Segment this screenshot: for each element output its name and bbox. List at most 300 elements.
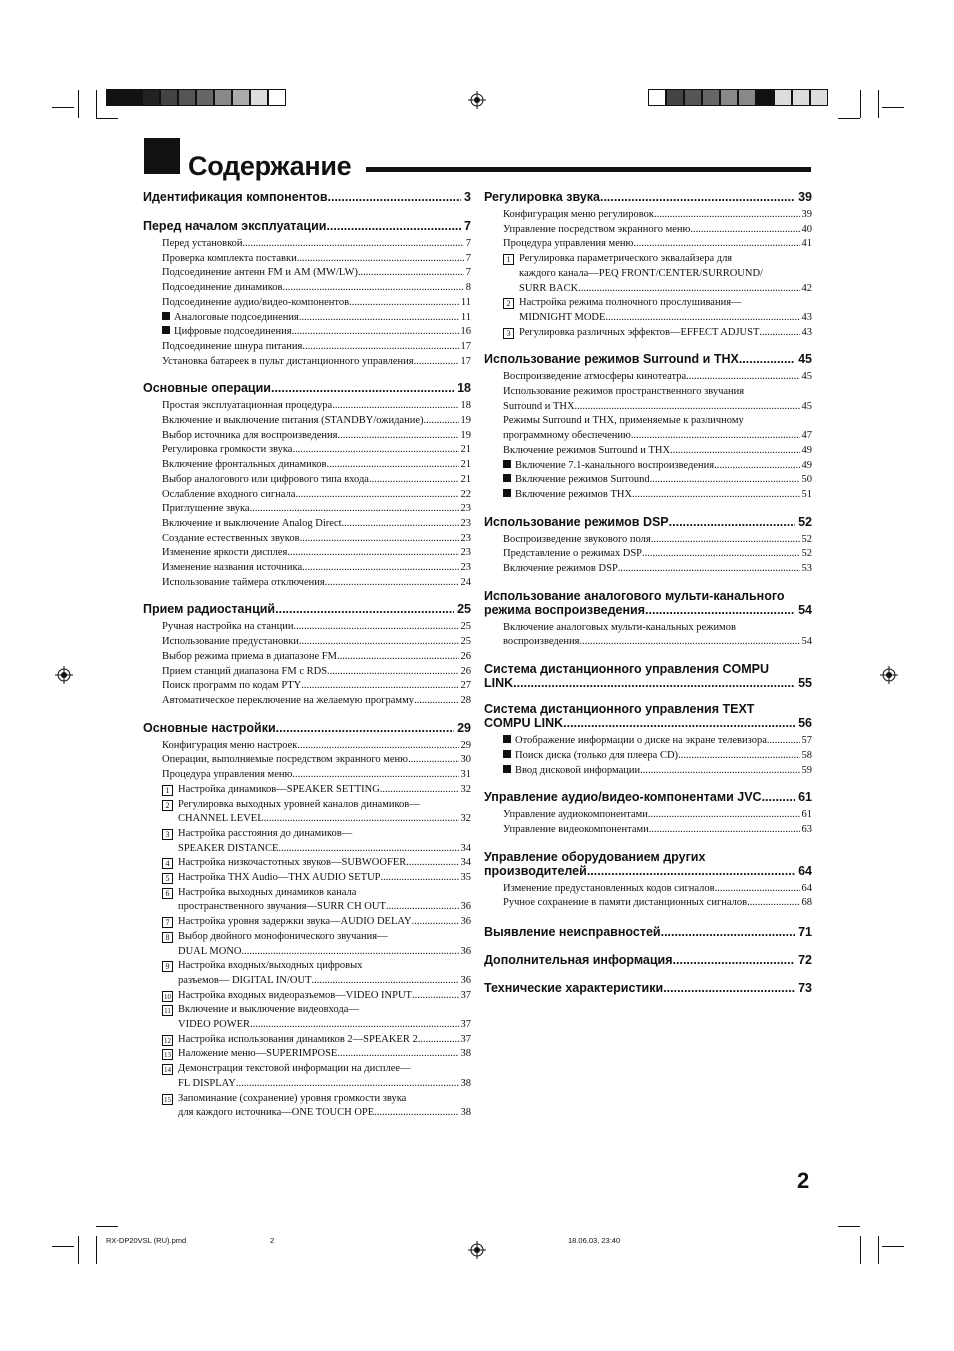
toc-section <box>143 381 471 590</box>
toc-entry-page: 38 <box>460 1077 471 1089</box>
bullet-square-icon <box>503 735 511 743</box>
toc-item-body <box>178 959 471 988</box>
toc-item-list <box>143 399 471 590</box>
toc-item[interactable] <box>162 296 471 311</box>
toc-entry-label: Конфигурация меню регулировок <box>503 209 654 220</box>
toc-item[interactable] <box>503 444 812 459</box>
toc-item[interactable] <box>162 827 471 856</box>
toc-section-title: Основные настройки <box>143 720 276 735</box>
toc-item-line: Включение и выключение видеовхода— <box>178 1004 359 1016</box>
dot-leader <box>669 515 795 529</box>
toc-numbered-item <box>162 959 471 988</box>
toc-item-line: Выбор двойного монофонического звучания— <box>178 930 388 942</box>
toc-entry-row <box>162 768 471 783</box>
toc-entry-page: 35 <box>460 872 471 884</box>
toc-item[interactable] <box>162 561 471 576</box>
dot-leader <box>690 223 799 238</box>
dot-leader <box>278 842 458 857</box>
toc-entry-text <box>178 812 264 827</box>
toc-entry-page: 49 <box>801 459 812 471</box>
toc-entry-text <box>162 635 299 650</box>
toc-entry-row <box>178 856 471 871</box>
toc-section-heading[interactable] <box>143 721 471 735</box>
toc-entry-text <box>162 340 302 355</box>
toc-item[interactable] <box>162 1092 471 1121</box>
crop-mark <box>52 1246 74 1247</box>
toc-item[interactable] <box>162 443 471 458</box>
dot-leader <box>369 473 459 488</box>
toc-item[interactable] <box>503 749 812 764</box>
toc-numbered-item <box>503 252 812 296</box>
toc-item[interactable] <box>162 930 471 959</box>
toc-section-title: Регулировка звука <box>484 190 600 204</box>
bullet-square-icon <box>503 460 511 468</box>
step-number-badge: 9 <box>162 961 173 972</box>
toc-item[interactable] <box>162 915 471 930</box>
dot-leader <box>654 208 800 223</box>
color-swatch <box>232 89 250 106</box>
toc-entry-label: MIDNIGHT MODE <box>519 311 606 323</box>
dot-leader <box>575 400 800 415</box>
toc-item[interactable] <box>162 679 471 694</box>
dot-leader <box>282 281 463 296</box>
footer-page: 2 <box>270 1236 275 1245</box>
toc-item[interactable] <box>503 208 812 223</box>
toc-entry-label: Включение 7.1-канального воспроизведения <box>515 459 715 471</box>
toc-entry-page: 40 <box>801 223 812 235</box>
bullet-square-icon <box>503 750 511 758</box>
toc-section-page: 61 <box>798 790 812 805</box>
toc-entry-row <box>178 812 471 827</box>
toc-entry-text <box>178 1047 337 1062</box>
toc-item[interactable] <box>503 621 812 650</box>
toc-section-heading[interactable] <box>143 381 471 395</box>
step-number-badge: 14 <box>164 1066 171 1075</box>
toc-item[interactable] <box>162 856 471 871</box>
toc-item[interactable] <box>162 694 471 709</box>
toc-numbered-item <box>162 1092 471 1121</box>
toc-item-line: Настройка режима полночного прослушивания— <box>519 297 742 309</box>
toc-entry-text <box>519 311 605 326</box>
toc-item[interactable] <box>503 223 812 238</box>
dot-leader <box>673 953 796 967</box>
toc-entry-page: 19 <box>460 415 471 427</box>
toc-entry-label: Прием станций диапазона FM с RDS <box>162 665 328 677</box>
toc-section-page: 3 <box>464 190 471 204</box>
toc-item[interactable] <box>503 473 812 488</box>
dot-leader <box>276 721 454 735</box>
toc-section-title: Идентификация компонентов <box>143 190 328 204</box>
toc-entry-text <box>162 517 342 532</box>
dot-leader <box>412 915 459 930</box>
toc-entry-text <box>178 974 312 989</box>
toc-entry-row <box>178 945 471 960</box>
dot-leader <box>678 749 799 764</box>
toc-entry-page: 32 <box>460 783 471 795</box>
dot-leader <box>327 458 459 473</box>
toc-item[interactable] <box>503 459 812 474</box>
toc-item[interactable] <box>162 620 471 635</box>
dot-leader <box>337 1047 458 1062</box>
color-swatch <box>738 89 756 106</box>
toc-entry-label: Процедура управления меню <box>162 769 293 781</box>
toc-section-title-line: режима воспроизведения <box>484 602 646 617</box>
toc-entry-text <box>503 370 686 385</box>
toc-item[interactable] <box>162 414 471 429</box>
bullet-square-icon <box>162 326 170 334</box>
dot-leader <box>295 488 458 503</box>
toc-item[interactable] <box>503 896 812 911</box>
dot-leader <box>374 1106 458 1121</box>
toc-section-heading[interactable] <box>484 953 812 967</box>
toc-entry-page: 23 <box>460 562 471 574</box>
toc-section-heading[interactable] <box>484 925 812 939</box>
toc-entry-page: 7 <box>465 238 471 249</box>
toc-item-list <box>484 621 812 650</box>
toc-item[interactable] <box>162 399 471 414</box>
toc-item[interactable] <box>162 546 471 561</box>
toc-section-heading[interactable] <box>484 850 812 878</box>
toc-entry-label: Представление о режимах DSP <box>503 548 643 560</box>
toc-item[interactable] <box>503 562 812 577</box>
toc-numbered-item <box>162 1047 471 1062</box>
toc-entry-text <box>162 679 301 694</box>
dot-leader <box>302 561 458 576</box>
toc-item-body <box>178 871 471 886</box>
toc-section-heading[interactable] <box>143 219 471 233</box>
toc-entry-label: Воспроизведение звукового поля <box>503 533 651 545</box>
toc-item[interactable] <box>162 532 471 547</box>
toc-item[interactable] <box>162 237 471 252</box>
toc-item[interactable] <box>162 1062 471 1091</box>
toc-item[interactable] <box>503 296 812 325</box>
toc-entry-text <box>162 532 300 547</box>
toc-entry-row <box>503 734 812 749</box>
dot-leader <box>649 823 800 838</box>
toc-item-line: каждого канала—PEQ FRONT/CENTER/SURROUND/ <box>519 267 763 279</box>
toc-section-title: Использование режимов Surround и THX <box>484 352 739 367</box>
toc-entry-text <box>503 459 714 474</box>
toc-entry-row <box>178 783 471 798</box>
toc-item[interactable] <box>162 753 471 768</box>
toc-item[interactable] <box>162 768 471 783</box>
toc-entry-page: 26 <box>460 665 471 677</box>
toc-entry-text <box>162 650 337 665</box>
bullet-square-icon <box>162 312 170 320</box>
footer-timestamp: 18.06.03, 23:40 <box>568 1236 621 1245</box>
toc-item[interactable] <box>162 473 471 488</box>
toc-entry-row <box>162 517 471 532</box>
toc-item[interactable] <box>162 458 471 473</box>
toc-item[interactable] <box>162 281 471 296</box>
toc-item[interactable] <box>162 355 471 370</box>
toc-section <box>484 662 812 690</box>
step-number-badge: 10 <box>164 992 171 1001</box>
toc-section-title: Дополнительная информация <box>484 953 673 968</box>
crop-mark <box>78 90 79 118</box>
toc-entry-label: для каждого источника—ONE TOUCH OPE <box>178 1107 375 1119</box>
color-swatch <box>124 89 142 106</box>
toc-entry-label: Операции, выполняемые посредством экранного меню <box>162 754 409 766</box>
toc-entry-label: Выбор аналогового или цифрового типа входа <box>162 473 369 485</box>
toc-entry-page: 63 <box>801 823 812 835</box>
toc-entry-row <box>503 488 812 503</box>
crop-mark <box>860 90 861 118</box>
toc-item[interactable] <box>503 764 812 779</box>
crop-mark <box>882 1246 904 1247</box>
toc-item[interactable] <box>162 635 471 650</box>
toc-entry-row <box>178 1033 471 1048</box>
toc-entry-text <box>162 429 337 444</box>
color-swatch <box>268 89 286 106</box>
toc-item[interactable] <box>503 326 812 341</box>
toc-item[interactable] <box>162 517 471 532</box>
toc-item[interactable] <box>162 989 471 1004</box>
toc-numbered-item <box>162 856 471 871</box>
toc-entry-page: 17 <box>460 340 471 352</box>
step-number-badge: 6 <box>162 888 173 899</box>
toc-item[interactable] <box>162 871 471 886</box>
toc-item-line: Настройка расстояния до динамиков— <box>178 827 353 839</box>
crop-mark <box>96 90 97 118</box>
toc-item[interactable] <box>503 237 812 252</box>
dot-leader <box>337 650 459 665</box>
toc-item[interactable] <box>162 798 471 827</box>
toc-entry-row <box>503 208 812 223</box>
toc-item[interactable] <box>162 488 471 503</box>
toc-item[interactable] <box>162 739 471 754</box>
toc-item[interactable] <box>162 576 471 591</box>
dot-leader <box>287 546 458 561</box>
toc-item[interactable] <box>162 665 471 680</box>
toc-section-heading[interactable] <box>143 602 471 616</box>
toc-item[interactable] <box>162 650 471 665</box>
toc-entry-page: 51 <box>801 488 812 500</box>
toc-item-body <box>178 798 471 827</box>
toc-item[interactable] <box>162 783 471 798</box>
toc-section-page: 54 <box>798 602 812 617</box>
toc-item[interactable] <box>503 734 812 749</box>
toc-item[interactable] <box>503 414 812 443</box>
toc-item[interactable] <box>503 488 812 503</box>
toc-item[interactable] <box>162 252 471 267</box>
toc-entry-label: программному обеспечению <box>503 430 631 442</box>
toc-section-heading[interactable] <box>143 190 471 204</box>
toc-item[interactable] <box>503 533 812 548</box>
toc-item[interactable] <box>162 266 471 281</box>
toc-item-list <box>143 237 471 369</box>
dot-leader <box>380 783 459 798</box>
toc-entry-page: 21 <box>460 473 471 485</box>
dot-leader <box>299 635 459 650</box>
toc-entry-page: 18 <box>460 400 471 412</box>
toc-section <box>484 925 812 939</box>
bullet-square-icon <box>503 474 511 482</box>
toc-numbered-item <box>162 1003 471 1032</box>
toc-section-page: 56 <box>798 716 812 731</box>
toc-entry-page: 39 <box>801 209 812 220</box>
toc-section-page: 55 <box>798 676 812 691</box>
toc-entry-label: Наложение меню—SUPERIMPOSE <box>178 1048 338 1060</box>
dot-leader <box>243 237 464 252</box>
color-swatch <box>666 89 684 106</box>
toc-section-heading[interactable] <box>484 981 812 995</box>
toc-entry-label: Создание естественных звуков <box>162 532 300 544</box>
toc-entry-label: Поиск программ по кодам PTY <box>162 680 302 692</box>
toc-entry-row <box>162 458 471 473</box>
toc-numbered-item <box>503 296 812 325</box>
toc-entry-page: 22 <box>460 488 471 500</box>
toc-section-page: 52 <box>798 514 812 529</box>
dot-leader <box>412 989 459 1004</box>
dot-leader <box>747 896 799 911</box>
toc-item[interactable] <box>162 502 471 517</box>
toc-entry-row <box>162 266 471 281</box>
toc-item[interactable] <box>503 370 812 385</box>
toc-item[interactable] <box>162 1033 471 1048</box>
toc-numbered-item <box>162 1062 471 1091</box>
toc-item[interactable] <box>503 385 812 414</box>
toc-entry-page: 21 <box>460 459 471 471</box>
toc-entry-row <box>162 665 471 680</box>
toc-entry-text <box>178 1106 374 1121</box>
toc-entry-page: 52 <box>801 548 812 560</box>
toc-item-list <box>484 533 812 577</box>
toc-entry-label: Подсоединение динамиков <box>162 282 283 294</box>
dot-leader <box>236 1077 459 1092</box>
toc-entry-label: Настройка уровня задержки звука—AUDIO DELAY <box>178 916 412 928</box>
toc-entry-page: 36 <box>460 945 471 957</box>
footer-file: RX-DP20VSL (RU).pmd <box>106 1236 187 1245</box>
color-swatch <box>774 89 792 106</box>
toc-entry-page: 53 <box>801 563 812 575</box>
dot-leader <box>767 734 800 749</box>
toc-item[interactable] <box>162 1047 471 1062</box>
toc-entry-label: Включение режимов THX <box>515 488 633 500</box>
crop-mark <box>860 1236 861 1264</box>
toc-entry-text <box>178 1077 236 1092</box>
toc-entry-text <box>162 443 292 458</box>
dot-leader <box>297 252 464 267</box>
toc-entry-label: Отображение информации о диске на экране телевизора <box>515 735 767 747</box>
toc-entry-label: VIDEO POWER <box>178 1019 251 1031</box>
toc-item[interactable] <box>162 340 471 355</box>
toc-item[interactable] <box>503 252 812 296</box>
toc-entry-text <box>162 325 292 340</box>
toc-item[interactable] <box>162 886 471 915</box>
step-number-badge: 1 <box>503 254 514 265</box>
toc-entry-label: Поиск диска (только для плеера CD) <box>515 749 679 761</box>
toc-item[interactable] <box>503 823 812 838</box>
toc-item[interactable] <box>162 1003 471 1032</box>
toc-item[interactable] <box>503 882 812 897</box>
toc-section-heading[interactable] <box>484 790 812 804</box>
toc-entry-page: 7 <box>465 252 471 264</box>
toc-entry-text <box>178 842 278 857</box>
toc-entry-page: 42 <box>801 282 812 294</box>
toc-section-title: Управление аудио/видео-компонентами JVC <box>484 790 762 805</box>
crop-mark <box>882 107 904 108</box>
toc-entry-label: Использование предустановки <box>162 636 299 648</box>
crop-mark <box>96 1236 97 1264</box>
toc-entry-row <box>519 311 812 326</box>
toc-section-title-line <box>484 676 812 690</box>
toc-section <box>484 190 812 340</box>
toc-section-page: 72 <box>798 953 812 968</box>
toc-entry-page: 36 <box>460 916 471 928</box>
step-number-badge: 1 <box>162 785 173 796</box>
toc-entry-label: Аналоговые подсоединения <box>174 311 299 323</box>
dot-leader <box>650 473 800 488</box>
toc-section-heading[interactable] <box>484 190 812 204</box>
toc-entry-page: 34 <box>460 857 471 869</box>
dot-leader <box>600 190 795 204</box>
toc-item[interactable] <box>162 325 471 340</box>
step-number-badge: 4 <box>162 858 173 869</box>
toc-entry-label: Процедура управления меню <box>503 238 634 250</box>
toc-entry-label: Включение фронтальных динамиков <box>162 459 327 471</box>
toc-entry-text <box>162 694 414 709</box>
toc-entry-row <box>503 370 812 385</box>
dot-leader <box>337 429 458 444</box>
toc-section-heading[interactable] <box>484 352 812 366</box>
toc-section <box>484 589 812 650</box>
toc-entry-label: Воспроизведение атмосферы кинотеатра <box>503 371 687 383</box>
toc-item-line: Включение аналоговых мульти-канальных режимов <box>503 621 736 633</box>
title-block-icon <box>144 138 180 174</box>
toc-entry-text <box>162 768 292 783</box>
dot-leader <box>301 679 458 694</box>
toc-entry-page: 24 <box>460 576 471 588</box>
toc-item[interactable] <box>162 429 471 444</box>
toc-item[interactable] <box>503 808 812 823</box>
toc-entry-label: Настройка низкочастотных звуков—SUBWOOFER <box>178 857 407 869</box>
dot-leader <box>349 296 459 311</box>
toc-entry-row <box>162 296 471 311</box>
toc-entry-row <box>162 488 471 503</box>
toc-item[interactable] <box>503 547 812 562</box>
toc-entry-row <box>519 326 812 341</box>
toc-entry-page: 26 <box>460 650 471 662</box>
toc-left-column <box>143 190 471 1121</box>
toc-item[interactable] <box>162 959 471 988</box>
toc-entry-text <box>162 296 349 311</box>
toc-entry-label: Подсоединение шнура питания <box>162 340 303 352</box>
toc-section-heading[interactable] <box>484 515 812 529</box>
toc-entry-text <box>178 856 406 871</box>
step-number-badge: 2 <box>162 800 173 811</box>
toc-entry-text <box>162 665 327 680</box>
toc-entry-text <box>503 429 631 444</box>
toc-section-heading[interactable] <box>484 662 812 690</box>
toc-entry-row <box>178 974 471 989</box>
dot-leader <box>327 665 458 680</box>
color-swatch <box>160 89 178 106</box>
toc-entry-text <box>178 900 386 915</box>
toc-item[interactable] <box>162 311 471 326</box>
toc-entry-label: Настройка использования динамиков 2—SPEAKER 2 <box>178 1033 418 1045</box>
toc-entry-label: Настройка THX Audio—THX AUDIO SETUP <box>178 872 381 884</box>
toc-entry-page: 34 <box>460 842 471 854</box>
toc-section-heading[interactable] <box>484 589 812 617</box>
toc-entry-label: Ввод дисковой информации <box>515 764 641 776</box>
toc-entry-label: SPEAKER DISTANCE <box>178 842 279 854</box>
dot-leader <box>302 340 458 355</box>
toc-section-heading[interactable] <box>484 702 812 730</box>
toc-item-body <box>178 1033 471 1048</box>
toc-entry-page: 36 <box>460 901 471 913</box>
color-swatch <box>106 89 124 106</box>
